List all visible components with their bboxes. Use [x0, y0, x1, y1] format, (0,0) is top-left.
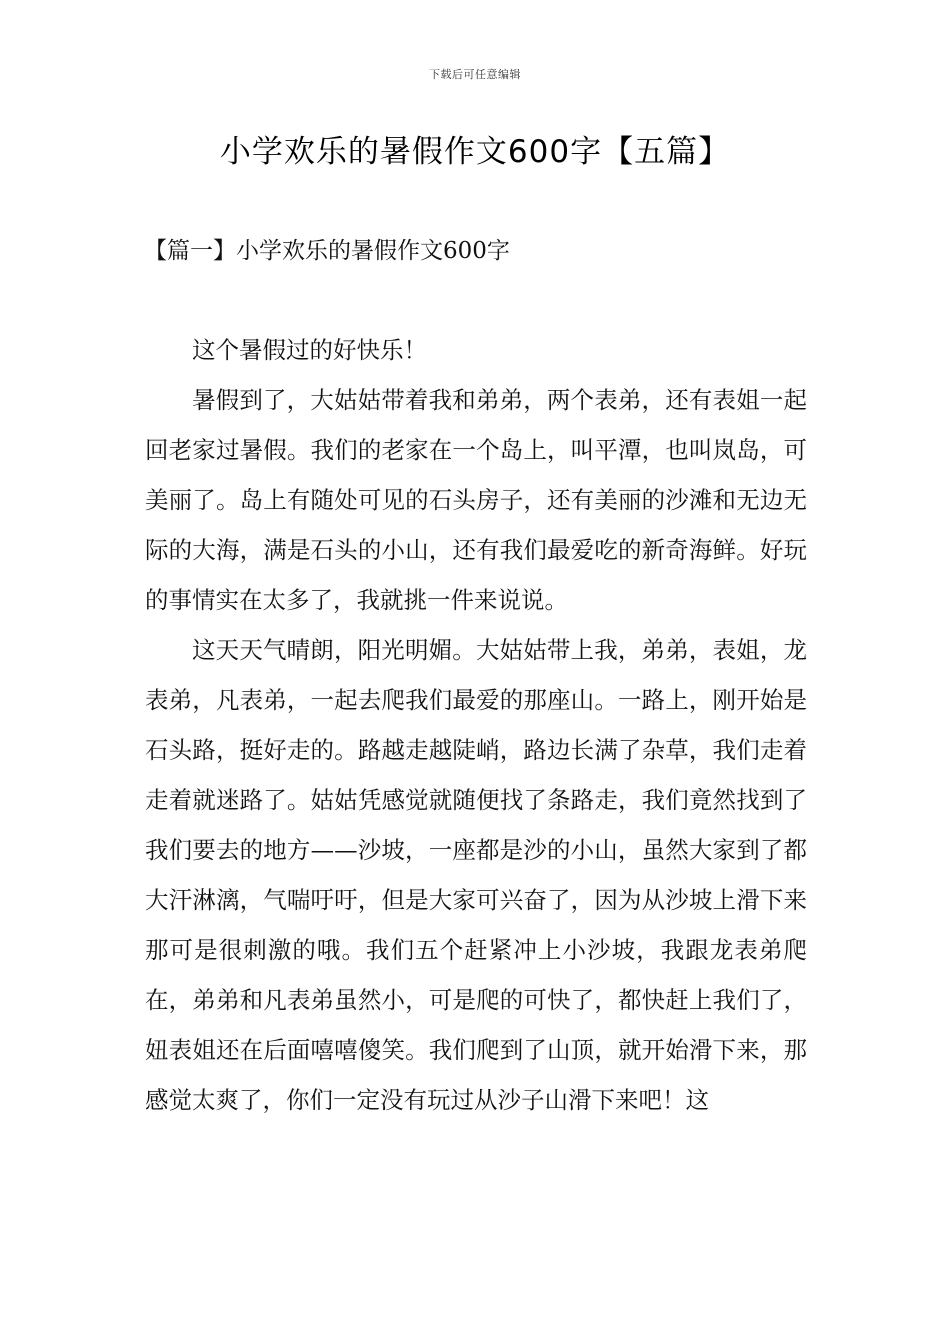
document-title: 小学欢乐的暑假作文600字【五篇】	[219, 134, 731, 170]
paragraph-2: 暑假到了，大姑姑带着我和弟弟，两个表弟，还有表姐一起回老家过暑假。我们的老家在一个岛上，叫平潭，也叫岚岛，可美丽了。岛上有随处可见的石头房子，还有美丽的沙滩和无边无际的大海，满是石头的小山，还有我们最爱吃的新奇海鲜。好玩的事情实在太多了，我就挑一件来说说。	[145, 386, 807, 614]
paragraph-3: 这天天气晴朗，阳光明媚。大姑姑带上我，弟弟，表姐，龙表弟，凡表弟，一起去爬我们最爱的那座山。一路上，刚开始是石头路，挺好走的。路越走越陡峭，路边长满了杂草，我们走着走着就迷路了。姑姑凭感觉就随便找了条路走，我们竟然找到了我们要去的地方——沙坡，一座都是沙的小山，虽然大家到了都大汗淋漓，气喘吁吁，但是大家可兴奋了，因为从沙坡上滑下来那可是很刺激的哦。我们五个赶紧冲上小沙坡，我跟龙表弟爬在，弟弟和凡表弟虽然小，可是爬的可快了，都快赶上我们了，妞表姐还在后面嘻嘻傻笑。我们爬到了山顶，就开始滑下来，那感觉太爽了，你们一定没有玩过从沙子山滑下来吧！这	[145, 636, 807, 1114]
paragraph-1: 这个暑假过的好快乐！	[192, 336, 427, 364]
body-text	[145, 325, 807, 1125]
section-heading: 【篇一】小学欢乐的暑假作文600字	[144, 238, 510, 264]
header-note: 下载后可任意编辑	[429, 68, 521, 81]
